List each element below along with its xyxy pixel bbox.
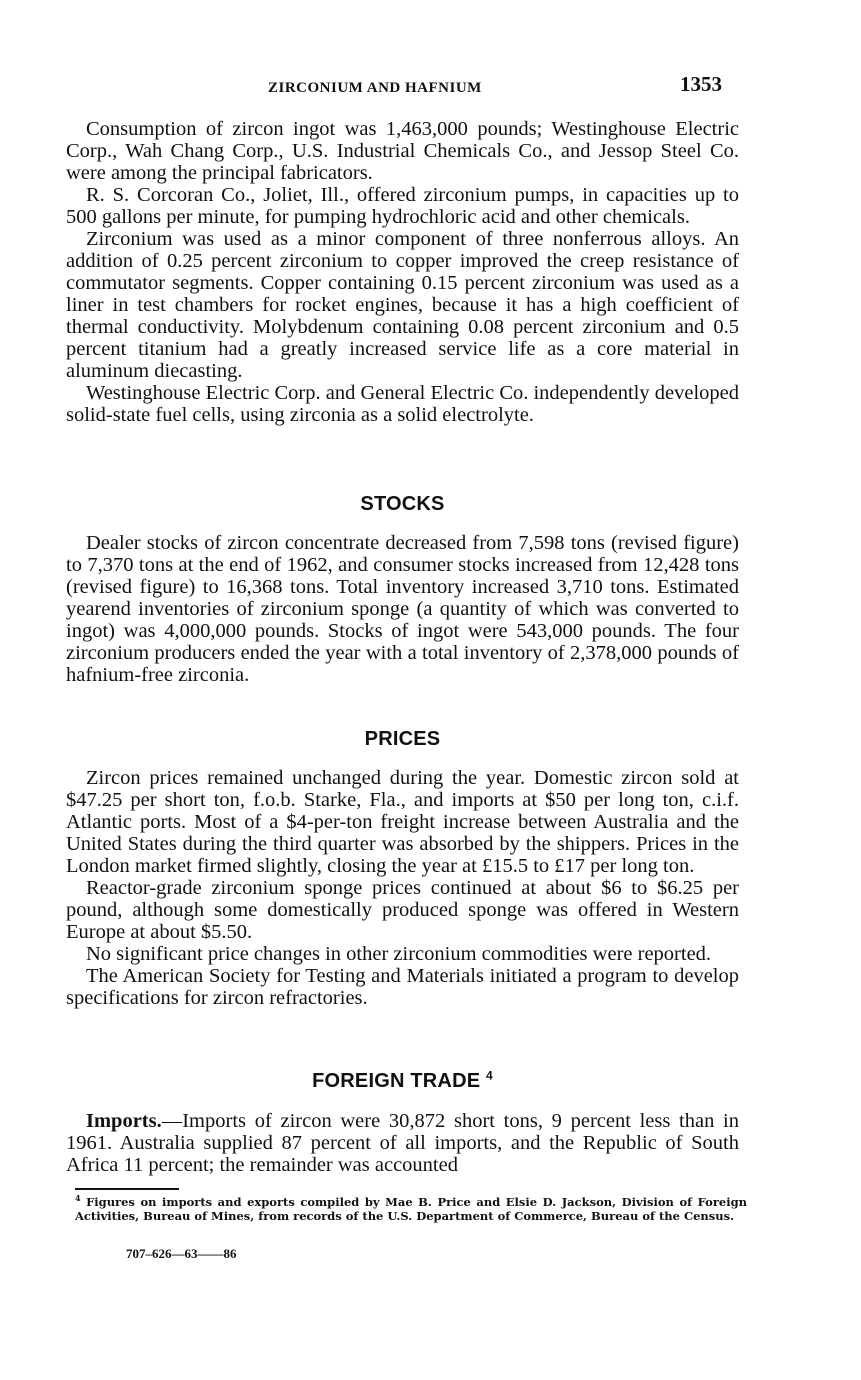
- heading-foreign-trade: [66, 1070, 739, 1093]
- print-code: 707–626—63——86: [126, 1246, 237, 1261]
- imports-text: —Imports of zircon were 30,872 short tons, 9 percent less than in 1961. Australia supplied 87 percent of all imports, and the Republic of South Africa 11 percent; the remainder was accounted: [66, 1110, 739, 1176]
- paragraph-alloys: Zirconium was used as a minor component of three nonferrous alloys. An addition of 0.25 percent zirconium to copper improved the creep resistance of commutator segments. Copper containing 0.15 percent zirconium was used as a liner in test chambers for rocket engines, because it has a high coefficient of thermal conductivity. Molybdenum containing 0.08 percent zirconium and 0.5 percent titanium had a greatly increased service life as a core material in aluminum diecasting.: [66, 228, 739, 382]
- footnote: [75, 1195, 747, 1223]
- paragraph-consumption: Consumption of zircon ingot was 1,463,000 pounds; Westinghouse Electric Corp., Wah Chang Corp., U.S. Industrial Chemicals Co., and Jessop Steel Co. were among the principal fabricators.: [66, 118, 739, 184]
- paragraph-astm: The American Society for Testing and Materials initiated a program to develop specifications for zircon refractories.: [66, 965, 739, 1009]
- paragraph-fuel-cells: Westinghouse Electric Corp. and General Electric Co. independently developed solid-state fuel cells, using zirconia as a solid electrolyte.: [66, 382, 739, 426]
- stocks-text: [66, 532, 739, 686]
- footnote-rule: [75, 1188, 179, 1190]
- paragraph-zircon-prices: Zircon prices remained unchanged during the year. Domestic zircon sold at $47.25 per short ton, f.o.b. Starke, Fla., and imports at $50 per long ton, c.i.f. Atlantic ports. Most of a $4-per-ton freight increase between Australia and the United States during the third quarter was absorbed by the shippers. Prices in the London market firmed slightly, closing the year at £15.5 to £17 per long ton.: [66, 767, 739, 877]
- prices-text: [66, 767, 739, 1009]
- foreign-trade-text: [66, 1110, 739, 1176]
- paragraph-sponge-prices: Reactor-grade zirconium sponge prices continued at about $6 to $6.25 per pound, although some domestically produced sponge was offered in Western Europe at about $5.50.: [66, 877, 739, 943]
- paragraph-stocks: Dealer stocks of zircon concentrate decreased from 7,598 tons (revised figure) to 7,370 tons at the end of 1962, and consumer stocks increased from 12,428 tons (revised figure) to 16,368 tons. Total inventory increased 3,710 tons. Estimated yearend inventories of zirconium sponge (a quantity of which was converted to ingot) was 4,000,000 pounds. Stocks of ingot were 543,000 pounds. The four zirconium producers ended the year with a total inventory of 2,378,000 pounds of hafnium-free zirconia.: [66, 532, 739, 686]
- heading-prices: PRICES: [364, 728, 441, 750]
- intro-text: [66, 118, 739, 426]
- running-title: ZIRCONIUM AND HAFNIUM: [268, 80, 482, 96]
- paragraph-imports: [66, 1110, 739, 1176]
- footnote-reference: 4: [486, 1068, 493, 1083]
- imports-runin-heading: Imports.: [86, 1110, 162, 1132]
- paragraph-corcoran: R. S. Corcoran Co., Joliet, Ill., offered zirconium pumps, in capacities up to 500 gallons per minute, for pumping hydrochloric acid and other chemicals.: [66, 184, 739, 228]
- footnote-text: Figures on imports and exports compiled by Mae B. Price and Elsie D. Jackson, Division of Foreign Activities, Bureau of Mines, from records of the U.S. Department of Commerce, Bureau of the Census.: [75, 1195, 747, 1223]
- heading-stocks: STOCKS: [360, 493, 445, 515]
- page-number: 1353: [680, 72, 722, 96]
- foreign-trade-title: FOREIGN TRADE: [312, 1070, 481, 1092]
- paragraph-no-changes: No significant price changes in other zirconium commodities were reported.: [86, 943, 712, 965]
- footnote-marker: 4: [75, 1193, 81, 1204]
- running-head: [0, 72, 861, 96]
